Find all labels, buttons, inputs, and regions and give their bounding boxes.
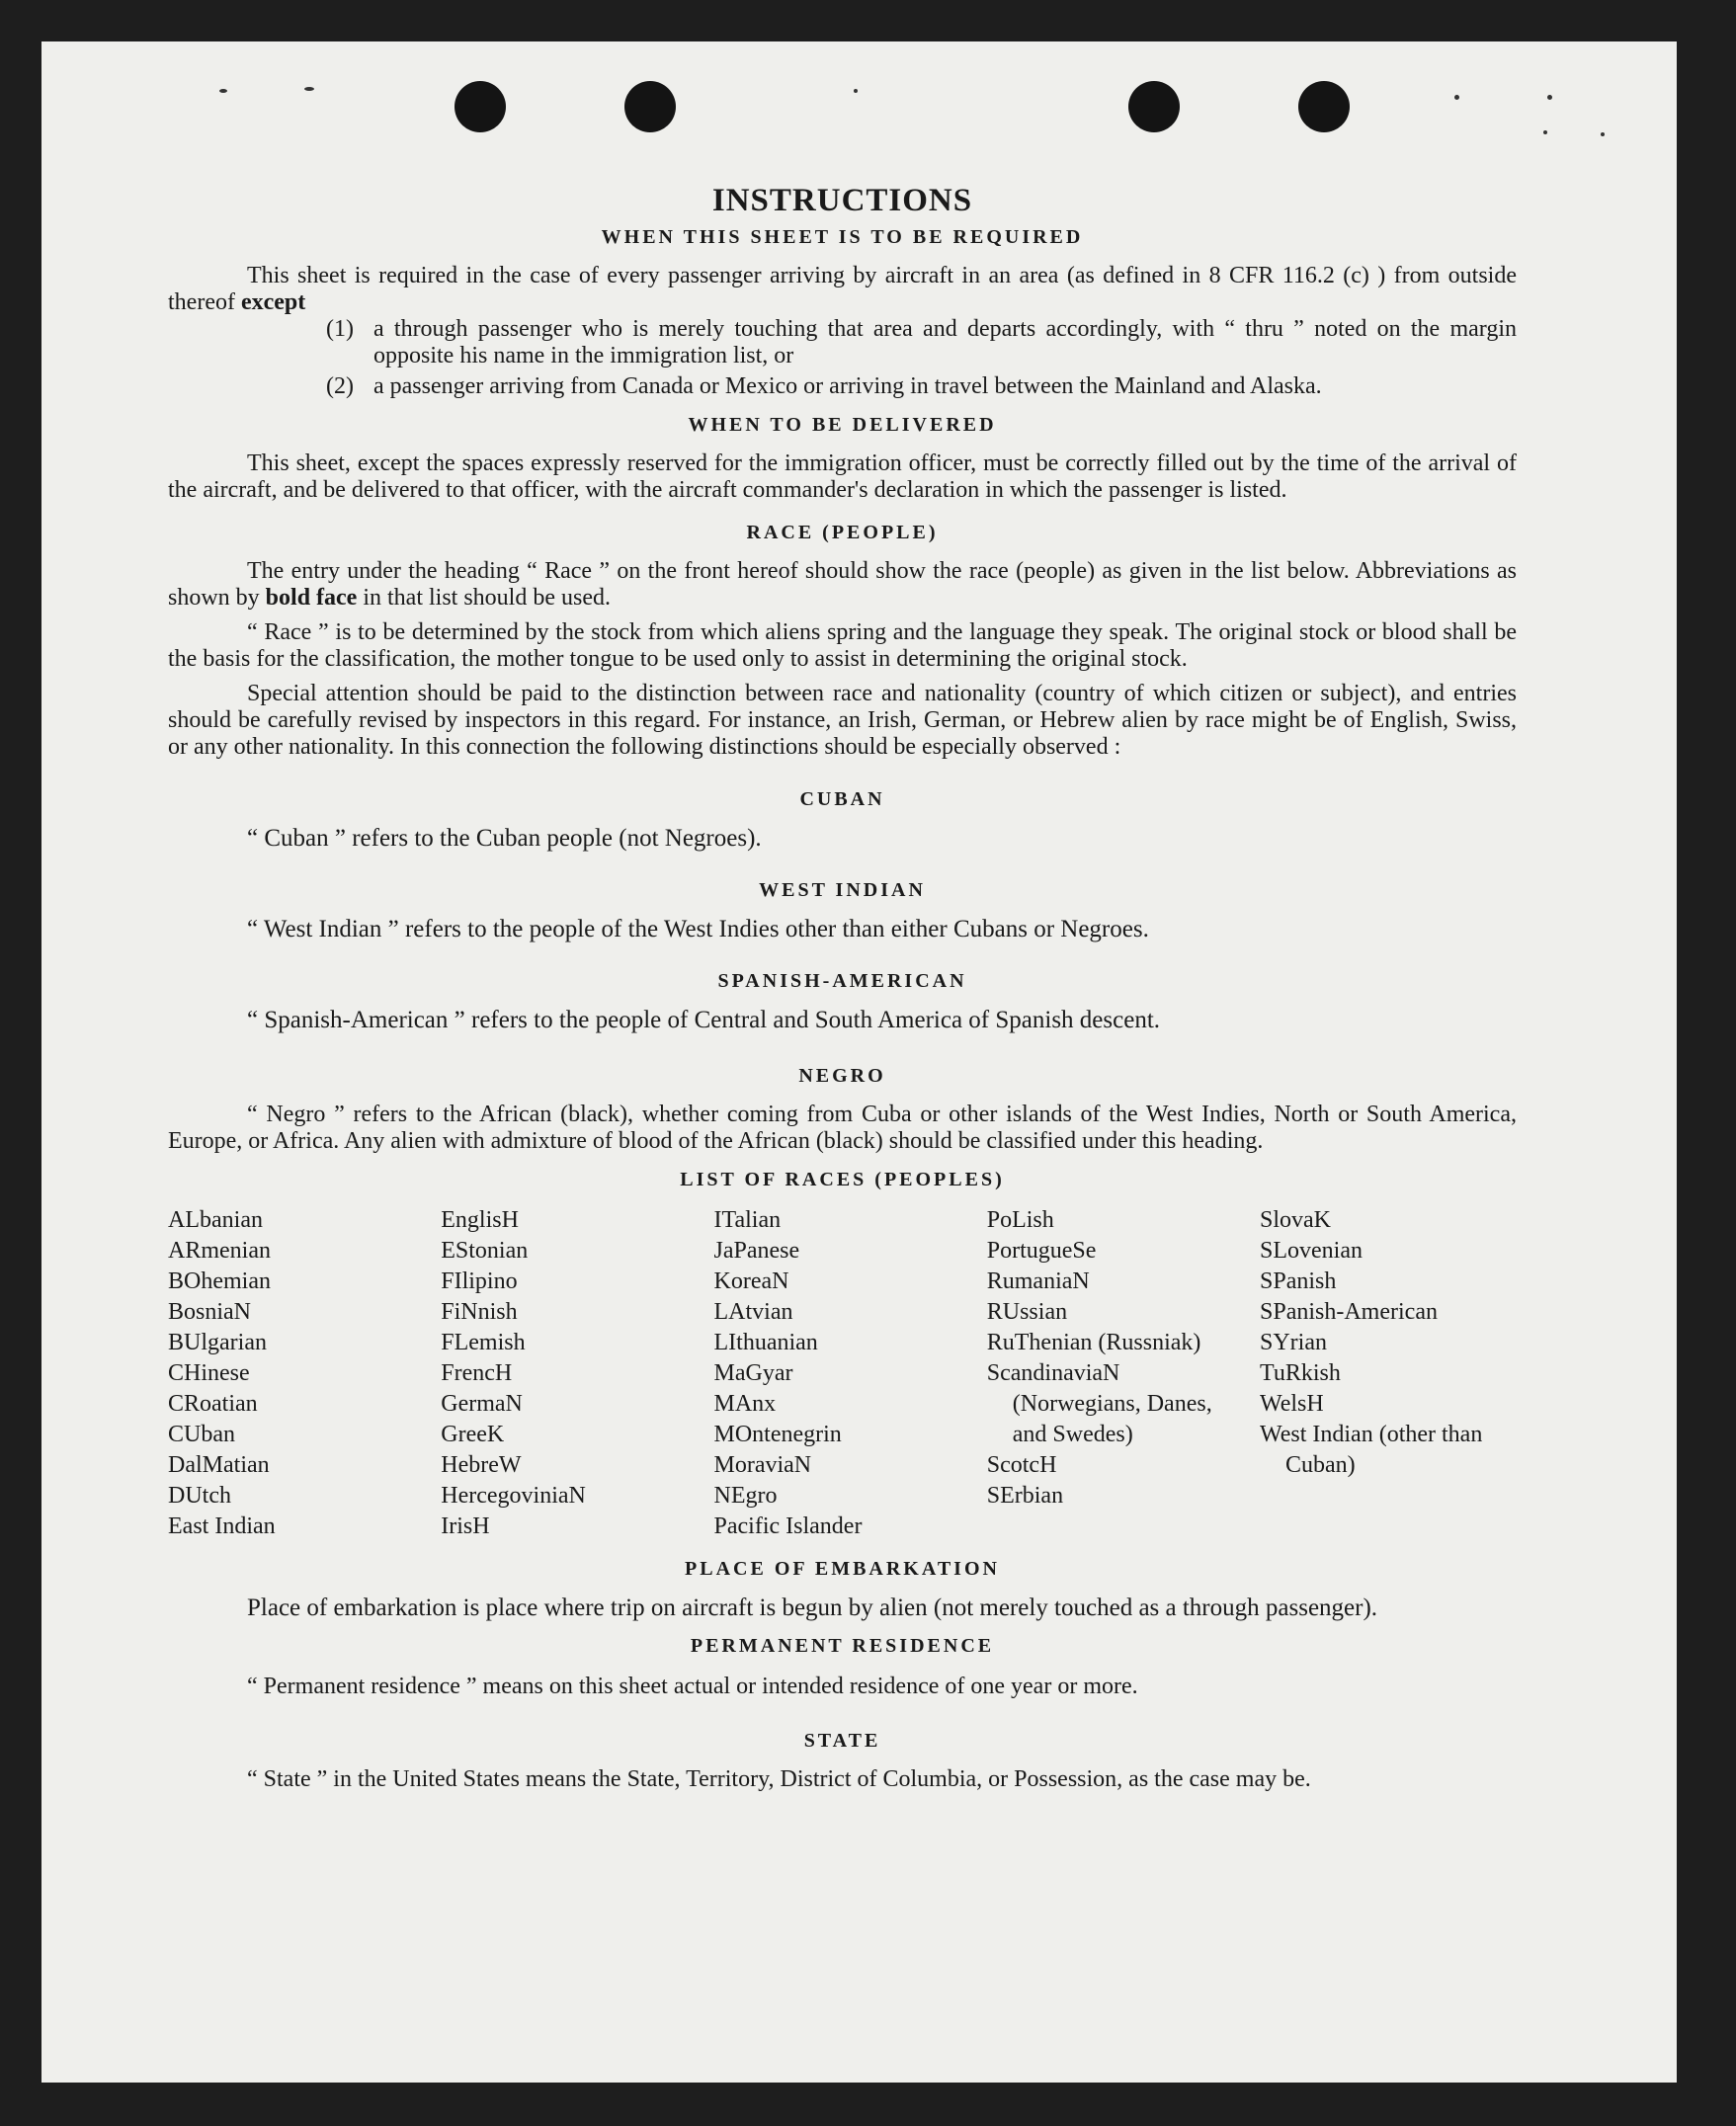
race-entry: SPanish <box>1260 1268 1337 1294</box>
race-column <box>168 1205 425 1542</box>
item-number: (2) <box>326 373 354 399</box>
heading-embarkation: PLACE OF EMBARKATION <box>685 1558 1000 1580</box>
race-entry: KoreaN <box>713 1268 789 1294</box>
race-entry: East Indian <box>168 1513 276 1539</box>
race-entry: RuThenian (Russniak) <box>986 1330 1201 1355</box>
heading-state: STATE <box>803 1730 881 1752</box>
heading-cuban: CUBAN <box>799 788 885 810</box>
race-entry: PoLish <box>986 1207 1054 1233</box>
race-entry: BosniaN <box>168 1299 251 1325</box>
race-entry: ITalian <box>713 1207 782 1233</box>
race-entry: LAtvian <box>713 1299 793 1325</box>
intro-except: except <box>240 289 306 315</box>
exception-item <box>168 316 1517 369</box>
west-indian-text: “ West Indian ” refers to the people of the West Indies other than either Cubans or Negroes. <box>247 916 1149 942</box>
race-entry: RumaniaN <box>986 1268 1090 1294</box>
race-column <box>441 1205 698 1542</box>
race-entry: WelsH <box>1260 1391 1324 1417</box>
heading-permanent-residence: PERMANENT RESIDENCE <box>690 1635 995 1657</box>
race-entry: IrisH <box>441 1513 490 1539</box>
race-entry: NEgro <box>713 1483 778 1509</box>
heading-spanish-american: SPANISH-AMERICAN <box>717 970 967 992</box>
race-entry: ALbanian <box>168 1207 263 1233</box>
race-entry: SPanish-American <box>1260 1299 1438 1325</box>
heading-race: RACE (PEOPLE) <box>746 522 939 543</box>
race-entry: PortugueSe <box>986 1238 1097 1264</box>
punch-hole <box>1128 81 1180 132</box>
race-entry: FiNnish <box>441 1299 518 1325</box>
heading-list-of-races: LIST OF RACES (PEOPLES) <box>680 1169 1005 1190</box>
heading-when-delivered: WHEN TO BE DELIVERED <box>688 414 997 436</box>
race-column <box>1260 1205 1517 1542</box>
race-entry: ARmenian <box>168 1238 271 1264</box>
race-entry: SYrian <box>1260 1330 1327 1355</box>
race-entry: MOntenegrin <box>713 1422 842 1447</box>
race-entry: CRoatian <box>168 1391 258 1417</box>
when-delivered-text: This sheet, except the spaces expressly reserved for the immigration officer, must be correctly filled out by the time of the arrival of the aircraft, and be delivered to that officer, with the aircraft commander's declaration in which the passenger is listed. <box>168 450 1517 503</box>
race-entry: ScandinaviaN (Norwegians, Danes, and Swedes) <box>986 1360 1212 1447</box>
speck <box>304 87 314 91</box>
speck <box>1601 132 1605 136</box>
item-number: (1) <box>326 316 354 342</box>
race-entry: SLovenian <box>1260 1238 1363 1264</box>
page-title: INSTRUCTIONS <box>711 183 973 218</box>
race-entry: MoraviaN <box>713 1452 812 1478</box>
speck <box>219 89 227 93</box>
race-paragraph-2: “ Race ” is to be determined by the stock from which aliens spring and the language they speak. The original stock or blood shall be the basis for the classification, the mother tongue to be used only to assist in determining the original stock. <box>168 619 1517 672</box>
race-entry: EStonian <box>441 1238 529 1264</box>
speck <box>854 89 858 93</box>
race-entry: DalMatian <box>168 1452 270 1478</box>
race-entry: Pacific Islander <box>713 1513 863 1539</box>
spanish-american-text: “ Spanish-American ” refers to the people of Central and South America of Spanish descent. <box>247 1007 1161 1033</box>
residence-text: “ Permanent residence ” means on this sheet actual or intended residence of one year or more. <box>247 1674 1138 1699</box>
item-text: a through passenger who is merely touching that area and departs accordingly, with “ thru ” noted on the margin opposite his name in the immigration list, or <box>373 316 1517 368</box>
race-entry: FIlipino <box>441 1268 518 1294</box>
race-entry: BUlgarian <box>168 1330 267 1355</box>
race-entry: GreeK <box>441 1422 505 1447</box>
cuban-text: “ Cuban ” refers to the Cuban people (not Negroes). <box>247 825 762 852</box>
race-entry: HercegoviniaN <box>441 1483 586 1509</box>
race-list <box>168 1205 1517 1542</box>
race-entry: CHinese <box>168 1360 250 1386</box>
speck <box>1547 95 1552 100</box>
race-p1-c: in that list should be used. <box>357 585 611 611</box>
punch-hole <box>1298 81 1350 132</box>
punch-hole <box>455 81 506 132</box>
race-paragraph-3: Special attention should be paid to the distinction between race and nationality (country of which citizen or subject), and entries should be carefully revised by inspectors in this regard. For instance, an Irish, German, or Hebrew alien by race might be of English, Swiss, or any other nationality. In this connection the following distinctions should be especially observed : <box>168 681 1517 760</box>
embarkation-text: Place of embarkation is place where trip on aircraft is begun by alien (not merely touched as a through passenger). <box>247 1594 1378 1621</box>
race-entry: LIthuanian <box>713 1330 818 1355</box>
race-entry: BOhemian <box>168 1268 271 1294</box>
race-entry: RUssian <box>986 1299 1068 1325</box>
document-content <box>168 136 1517 1793</box>
race-entry: JaPanese <box>713 1238 800 1264</box>
race-entry: DUtch <box>168 1483 231 1509</box>
heading-negro: NEGRO <box>798 1065 886 1087</box>
race-column <box>987 1205 1244 1542</box>
race-entry: HebreW <box>441 1452 522 1478</box>
intro-text: This sheet is required in the case of every passenger arriving by aircraft in an area (as defined in 8 CFR 116.2 (c) ) from outside thereof <box>168 263 1517 315</box>
race-entry: CUban <box>168 1422 235 1447</box>
race-entry: FLemish <box>441 1330 526 1355</box>
race-entry: West Indian (other than Cuban) <box>1260 1422 1483 1478</box>
race-entry: EnglisH <box>441 1207 519 1233</box>
state-text: “ State ” in the United States means the State, Territory, District of Columbia, or Possession, as the case may be. <box>247 1766 1311 1792</box>
item-text: a passenger arriving from Canada or Mexico or arriving in travel between the Mainland and Alaska. <box>373 373 1322 399</box>
heading-west-indian: WEST INDIAN <box>759 879 926 901</box>
heading-when-required: WHEN THIS SHEET IS TO BE REQUIRED <box>601 226 1084 248</box>
punch-hole <box>624 81 676 132</box>
race-p1-bold: bold face <box>265 585 358 611</box>
race-column <box>714 1205 971 1542</box>
race-entry: FrencH <box>441 1360 513 1386</box>
exception-item <box>168 373 1517 400</box>
negro-text: “ Negro ” refers to the African (black), whether coming from Cuba or other islands of the West Indies, North or South America, Europe, or Africa. Any alien with admixture of blood of the African (black) should be classified under this heading. <box>168 1102 1517 1154</box>
race-entry: TuRkish <box>1260 1360 1341 1386</box>
race-p1-a: The entry under the heading “ Race ” on the front hereof should show the race (people) as given in the list below. Abbreviations as shown by <box>168 558 1517 611</box>
speck <box>1543 130 1547 134</box>
race-entry: SlovaK <box>1260 1207 1331 1233</box>
speck <box>1454 95 1459 100</box>
when-required-intro <box>168 263 1517 316</box>
race-paragraph-1 <box>168 558 1517 612</box>
race-entry: SErbian <box>986 1483 1064 1509</box>
race-entry: MAnx <box>713 1391 777 1417</box>
race-entry: GermaN <box>441 1391 523 1417</box>
race-entry: MaGyar <box>713 1360 793 1386</box>
race-entry: ScotcH <box>986 1452 1057 1478</box>
